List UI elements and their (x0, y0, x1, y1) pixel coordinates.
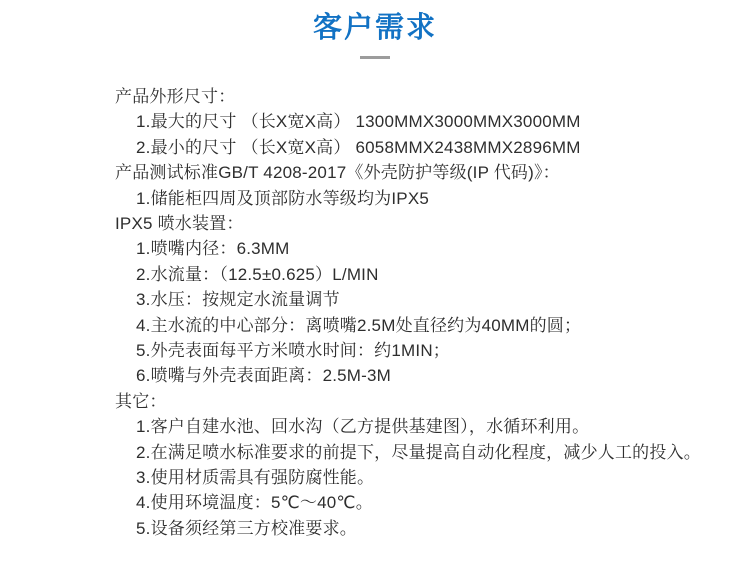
spec-line-automation: 2.在满足喷水标准要求的前提下，尽量提高自动化程度，减少人工的投入。 (136, 442, 701, 462)
spec-line-water-pressure: 3.水压：按规定水流量调节 (136, 290, 340, 310)
spec-line-min-size: 2.最小的尺寸 （长X宽X高） 6058MMX2438MMX2896MM (136, 137, 581, 157)
section-heading-dimensions: 产品外形尺寸： (115, 86, 236, 106)
spec-line-ipx5-rating: 1.储能柜四周及顶部防水等级均为IPX5 (136, 188, 430, 208)
section-heading-test-standard: 产品测试标准GB/T 4208-2017《外壳防护等级(IP 代码)》： (115, 163, 560, 183)
spec-line-anticorrosion: 3.使用材质需具有强防腐性能。 (136, 467, 375, 487)
spec-line-main-stream: 4.主水流的中心部分：离喷嘴2.5M处直径约为40MM的圆； (136, 315, 582, 335)
spec-line-nozzle-distance: 6.喷嘴与外壳表面距离：2.5M-3M (136, 366, 392, 386)
spec-line-temperature: 4.使用环境温度：5℃～40℃。 (136, 493, 373, 513)
spec-line-water-flow: 2.水流量：（12.5±0.625）L/MIN (136, 264, 379, 284)
section-heading-others: 其它： (115, 391, 167, 411)
section-heading-spray-device: IPX5 喷水装置： (115, 213, 244, 233)
spec-line-water-pool: 1.客户自建水池、回水沟（乙方提供基建图），水循环利用。 (136, 417, 590, 437)
spec-line-spray-time: 5.外壳表面每平方米喷水时间：约1MIN； (136, 340, 450, 360)
spec-line-max-size: 1.最大的尺寸 （长X宽X高） 1300MMX3000MMX3000MM (136, 112, 581, 132)
requirements-content (115, 84, 701, 541)
title-divider (360, 56, 390, 59)
spec-line-calibration: 5.设备须经第三方校准要求。 (136, 518, 357, 538)
page-title: 客户需求 (312, 12, 437, 44)
page-header (0, 0, 750, 59)
spec-line-nozzle-diameter: 1.喷嘴内径：6.3MM (136, 239, 290, 259)
